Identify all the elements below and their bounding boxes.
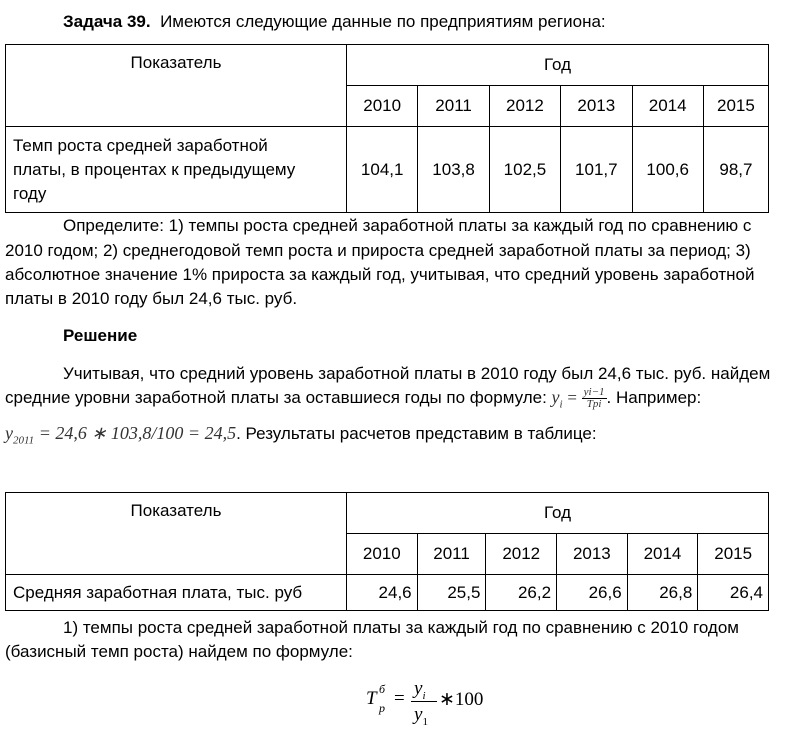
salary-table: [5, 492, 769, 611]
formula-eq: =: [567, 388, 577, 407]
solution-heading: Решение: [63, 326, 138, 345]
year-cell: 2012: [486, 534, 557, 575]
value-cell: 104,1: [347, 127, 418, 213]
year-cell: 2013: [561, 86, 632, 127]
formula-denominator: Tpi: [586, 398, 602, 411]
value-cell: 101,7: [561, 127, 632, 213]
formula-den-sub: 1: [422, 715, 428, 728]
formula-symbol: y: [5, 423, 13, 443]
formula-denominator: [414, 704, 428, 728]
formula-sub: p: [379, 701, 385, 715]
year-cell: 2011: [417, 534, 486, 575]
value-cell: 26,4: [698, 575, 769, 611]
header-year: Год: [347, 45, 769, 86]
growth-rate-table: [5, 44, 769, 213]
fraction-bar: [411, 701, 437, 702]
item1-line: (базисный темп роста) найдем по формуле:: [5, 642, 353, 661]
question-line: Определите: 1) темпы роста средней заработной платы за каждый год по сравнению с: [63, 216, 752, 235]
task-label: Задача 39.: [63, 12, 151, 31]
question-line: платы в 2010 году был 24,6 тыс. руб.: [5, 289, 298, 308]
value-cell: 102,5: [489, 127, 560, 213]
formula-rhs: = 24,6 ∗ 103,8/100 = 24,5: [38, 423, 237, 443]
formula-fraction: [582, 387, 607, 410]
item1-line: 1) темпы роста средней заработной платы за каждый год по сравнению с 2010 годом: [63, 618, 739, 637]
formula-sub: 2011: [13, 434, 35, 447]
formula-numerator: yi−1: [583, 386, 605, 399]
example-line: [5, 423, 597, 447]
header-year: Год: [347, 493, 769, 534]
formula-numerator: [414, 678, 426, 702]
task-heading: [63, 12, 606, 32]
value-cell: 25,5: [417, 575, 486, 611]
solution-line-post: . Например:: [606, 388, 702, 407]
formula-num-symbol: y: [414, 678, 423, 699]
header-indicator: Показатель: [6, 493, 347, 575]
year-cell: 2012: [489, 86, 560, 127]
year-cell: 2013: [557, 534, 628, 575]
question-line: 2010 годом; 2) среднегодовой темп роста и прироста средней заработной платы за период; 3): [5, 241, 751, 260]
row-label-line: году: [13, 183, 47, 203]
value-cell: 24,6: [347, 575, 418, 611]
formula-sub: i: [559, 398, 563, 411]
value-cell: 98,7: [703, 127, 768, 213]
formula-num-sub: i: [422, 689, 426, 702]
row-label: Средняя заработная плата, тыс. руб: [6, 575, 347, 611]
solution-line-formula: [5, 387, 701, 411]
year-cell: 2010: [347, 86, 418, 127]
formula-eq: =: [394, 688, 405, 709]
value-cell: 26,8: [627, 575, 698, 611]
question-line: абсолютное значение 1% прироста за каждый год, учитывая, что средний уровень заработной: [5, 265, 755, 284]
example-line-post: . Результаты расчетов представим в таблице:: [236, 424, 597, 443]
year-cell: 2015: [698, 534, 769, 575]
formula-tail: ∗100: [439, 689, 484, 710]
value-cell: 26,2: [486, 575, 557, 611]
task-text: Имеются следующие данные по предприятиям региона:: [160, 12, 606, 31]
formula-den-symbol: y: [414, 704, 423, 725]
row-label-line: платы, в процентах к предыдущему: [13, 159, 296, 179]
header-indicator: Показатель: [6, 45, 347, 127]
formula-T: T: [366, 688, 377, 709]
solution-line: Учитывая, что средний уровень заработной платы в 2010 году был 24,6 тыс. руб. найдем: [63, 364, 771, 383]
year-cell: 2011: [418, 86, 489, 127]
year-cell: 2010: [347, 534, 418, 575]
formula-yi: [551, 387, 563, 411]
year-cell: 2014: [632, 86, 703, 127]
value-cell: 26,6: [557, 575, 628, 611]
example-formula: [5, 423, 237, 447]
value-cell: 100,6: [632, 127, 703, 213]
year-cell: 2015: [703, 86, 768, 127]
formula-symbol: y: [551, 387, 560, 407]
row-label: [6, 127, 347, 213]
formula-sup: б: [379, 682, 386, 696]
row-label-line: Темп роста средней заработной: [13, 135, 268, 155]
solution-line-pre: средние уровни заработной платы за оставшиеся годы по формуле:: [5, 388, 547, 407]
value-cell: 103,8: [418, 127, 489, 213]
year-cell: 2014: [627, 534, 698, 575]
